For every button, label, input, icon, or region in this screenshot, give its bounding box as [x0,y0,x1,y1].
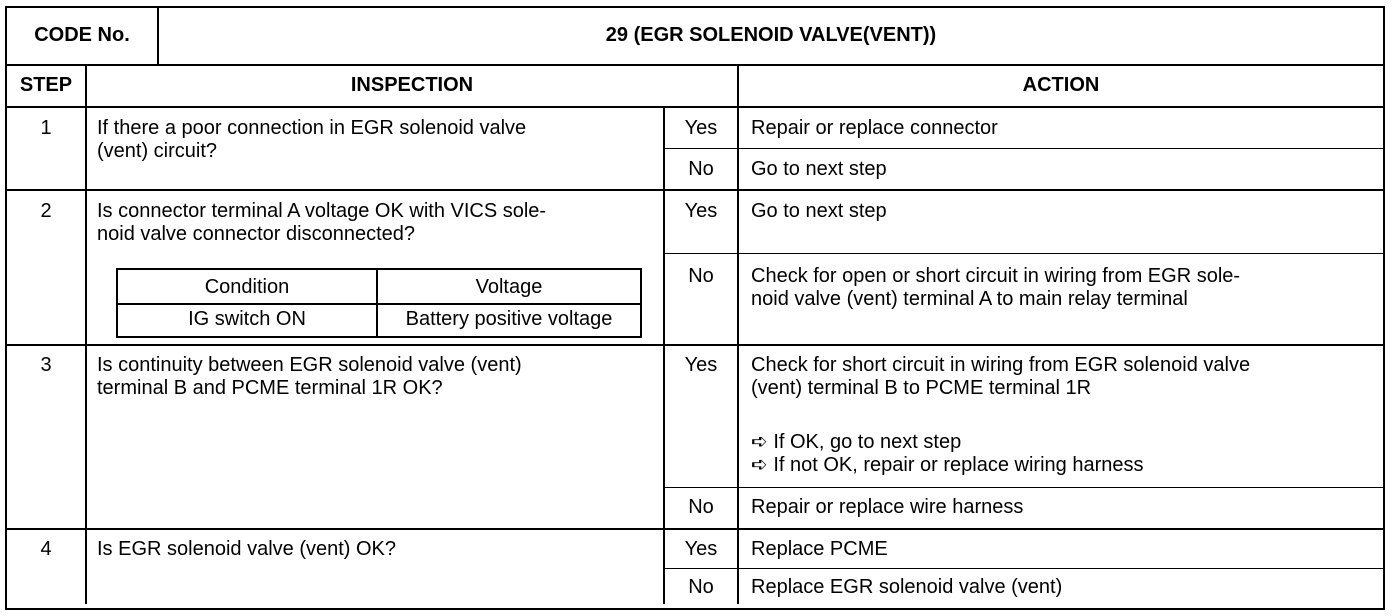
step-4-yes-action: Replace PCME [751,538,888,560]
step-1-no-action: Go to next step [751,158,887,180]
step-1-inspection-line-1: If there a poor connection in EGR solenoid valve [97,117,527,139]
step-1-yes-action: Repair or replace connector [751,117,998,139]
step-4-yes-no-rule [663,568,1383,569]
step-3-no-action: Repair or replace wire harness [751,496,1024,518]
step-3-yes-no-rule [663,487,1383,488]
step-2-no-action-line-1: Check for open or short circuit in wiring from EGR sole- [751,265,1241,287]
step-2-number: 2 [40,200,52,222]
subtable-cell-voltage: Battery positive voltage [405,308,613,330]
step-3-bullet-1 [751,431,961,454]
step-1-yes-no-rule [663,148,1383,149]
step-3-number: 3 [40,354,52,376]
header-bottom-rule [7,64,1383,66]
step-1-number: 1 [40,117,52,139]
step-1-inspection-line-2: (vent) circuit? [97,140,218,162]
subtable-row-rule [118,303,640,305]
step-3-no-label: No [688,496,714,518]
step-2-inspection-line-2: noid valve connector disconnected? [97,223,415,245]
step-3-yes-label: Yes [684,354,718,376]
step-4-no-label: No [688,576,714,598]
step-2-no-label: No [688,265,714,287]
step-3-inspection-line-1: Is continuity between EGR solenoid valve (vent) [97,354,522,376]
step-2-inspection-line-1: Is connector terminal A voltage OK with VICS sole- [97,200,547,222]
bullet-text: If OK, go to next step [773,431,962,453]
condition-voltage-table [116,268,642,338]
column-step: STEP [19,74,73,96]
step-1-yes-label: Yes [684,117,718,139]
step-2-yes-label: Yes [684,200,718,222]
arrow-right-icon: ➪ [751,454,768,476]
step-2-bottom-rule [7,344,1383,346]
diagnostic-table [5,6,1385,610]
step-4-yes-label: Yes [684,538,718,560]
step-3-inspection-line-2: terminal B and PCME terminal 1R OK? [97,377,443,399]
step-1-bottom-rule [7,189,1383,191]
step-1-no-label: No [688,158,714,180]
step-4-number: 4 [40,538,52,560]
column-header-bottom-rule [7,106,1383,108]
step-column-rule [85,64,87,604]
step-3-yes-action-line-2: (vent) terminal B to PCME terminal 1R [751,377,1092,399]
action-column-rule [737,64,739,604]
subtable-cell-condition: IG switch ON [188,308,306,330]
code-label: CODE No. [34,24,130,46]
step-4-inspection: Is EGR solenoid valve (vent) OK? [97,538,397,560]
bullet-text: If not OK, repair or replace wiring harness [773,454,1144,476]
step-2-no-action-line-2: noid valve (vent) terminal A to main relay terminal [751,288,1188,310]
column-action: ACTION [1022,74,1100,96]
step-2-yes-no-rule [663,253,1383,254]
step-3-bottom-rule [7,528,1383,530]
step-3-bullet-2 [751,454,1144,477]
code-title: 29 (EGR SOLENOID VALVE(VENT)) [605,24,937,46]
step-2-yes-action: Go to next step [751,200,887,222]
step-3-yes-action-line-1: Check for short circuit in wiring from EGR solenoid valve [751,354,1251,376]
column-inspection: INSPECTION [350,74,474,96]
step-4-no-action: Replace EGR solenoid valve (vent) [751,576,1063,598]
subtable-header-voltage: Voltage [475,276,543,298]
subtable-header-condition: Condition [204,276,290,298]
arrow-right-icon: ➪ [751,431,768,453]
